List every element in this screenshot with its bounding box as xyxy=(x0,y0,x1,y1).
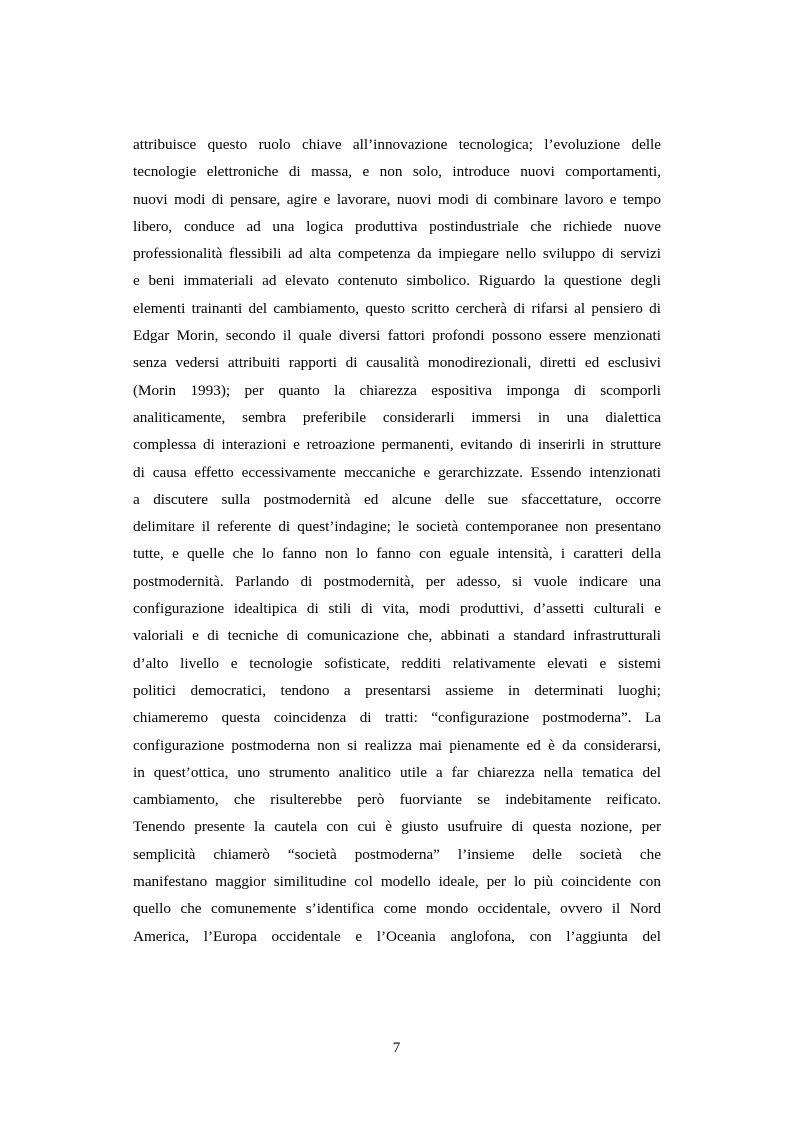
text-line: configurazione idealtipica di stili di vita, modi produttivi, d’assetti culturali e xyxy=(133,600,661,618)
text-line: tutte, e quelle che lo fanno non lo fanno con eguale intensità, i caratteri della xyxy=(133,545,661,563)
text-line: complessa di interazioni e retroazione permanenti, evitando di inserirli in strutture xyxy=(133,436,661,454)
text-line: tecnologie elettroniche di massa, e non solo, introduce nuovi comportamenti, xyxy=(133,163,661,181)
text-line: in quest’ottica, uno strumento analitico utile a far chiarezza nella tematica del xyxy=(133,763,661,781)
text-line: valoriali e di tecniche di comunicazione che, abbinati a standard infrastrutturali xyxy=(133,627,661,645)
text-line: configurazione postmoderna non si realizza mai pienamente ed è da considerarsi, xyxy=(133,736,661,754)
text-line: delimitare il referente di quest’indagine; le società contemporanee non presentano xyxy=(133,518,661,536)
text-line: libero, conduce ad una logica produttiva postindustriale che richiede nuove xyxy=(133,217,661,235)
text-line: professionalità flessibili ad alta competenza da impiegare nello sviluppo di servizi xyxy=(133,245,661,263)
body-paragraph xyxy=(133,131,661,950)
text-line: semplicità chiamerò “società postmoderna” l’insieme delle società che xyxy=(133,845,661,863)
text-line: Edgar Morin, secondo il quale diversi fattori profondi possono essere menzionati xyxy=(133,327,661,345)
text-line: nuovi modi di pensare, agire e lavorare, nuovi modi di combinare lavoro e tempo xyxy=(133,190,661,208)
text-line: chiameremo questa coincidenza di tratti: “configurazione postmoderna”. La xyxy=(133,709,661,727)
text-line: analiticamente, sembra preferibile considerarli immersi in una dialettica xyxy=(133,408,661,426)
text-line: d’alto livello e tecnologie sofisticate, redditi relativamente elevati e sistemi xyxy=(133,654,661,672)
text-line: elementi trainanti del cambiamento, questo scritto cercherà di rifarsi al pensiero di xyxy=(133,299,661,317)
text-line: cambiamento, che risulterebbe però fuorviante se indebitamente reificato. xyxy=(133,791,661,809)
text-line: Tenendo presente la cautela con cui è giusto usufruire di questa nozione, per xyxy=(133,818,661,836)
text-line: politici democratici, tendono a presentarsi assieme in determinati luoghi; xyxy=(133,681,661,699)
text-line: America, l’Europa occidentale e l’Oceania anglofona, con l’aggiunta del xyxy=(133,927,661,945)
text-line: postmodernità. Parlando di postmodernità, per adesso, si vuole indicare una xyxy=(133,572,661,590)
text-line: di causa effetto eccessivamente meccaniche e gerarchizzate. Essendo intenzionati xyxy=(133,463,661,481)
text-line: a discutere sulla postmodernità ed alcune delle sue sfaccettature, occorre xyxy=(133,490,661,508)
text-line: (Morin 1993); per quanto la chiarezza espositiva imponga di scomporli xyxy=(133,381,661,399)
text-line: manifestano maggior similitudine col modello ideale, per lo più coincidente con xyxy=(133,873,661,891)
text-line: quello che comunemente s’identifica come mondo occidentale, ovvero il Nord xyxy=(133,900,661,918)
text-line: e beni immateriali ad elevato contenuto simbolico. Riguardo la questione degli xyxy=(133,272,661,290)
page-number: 7 xyxy=(392,1040,401,1056)
text-line: attribuisce questo ruolo chiave all’innovazione tecnologica; l’evoluzione delle xyxy=(133,136,661,153)
text-line: senza vedersi attribuiti rapporti di causalità monodirezionali, diretti ed esclusivi xyxy=(133,354,661,372)
